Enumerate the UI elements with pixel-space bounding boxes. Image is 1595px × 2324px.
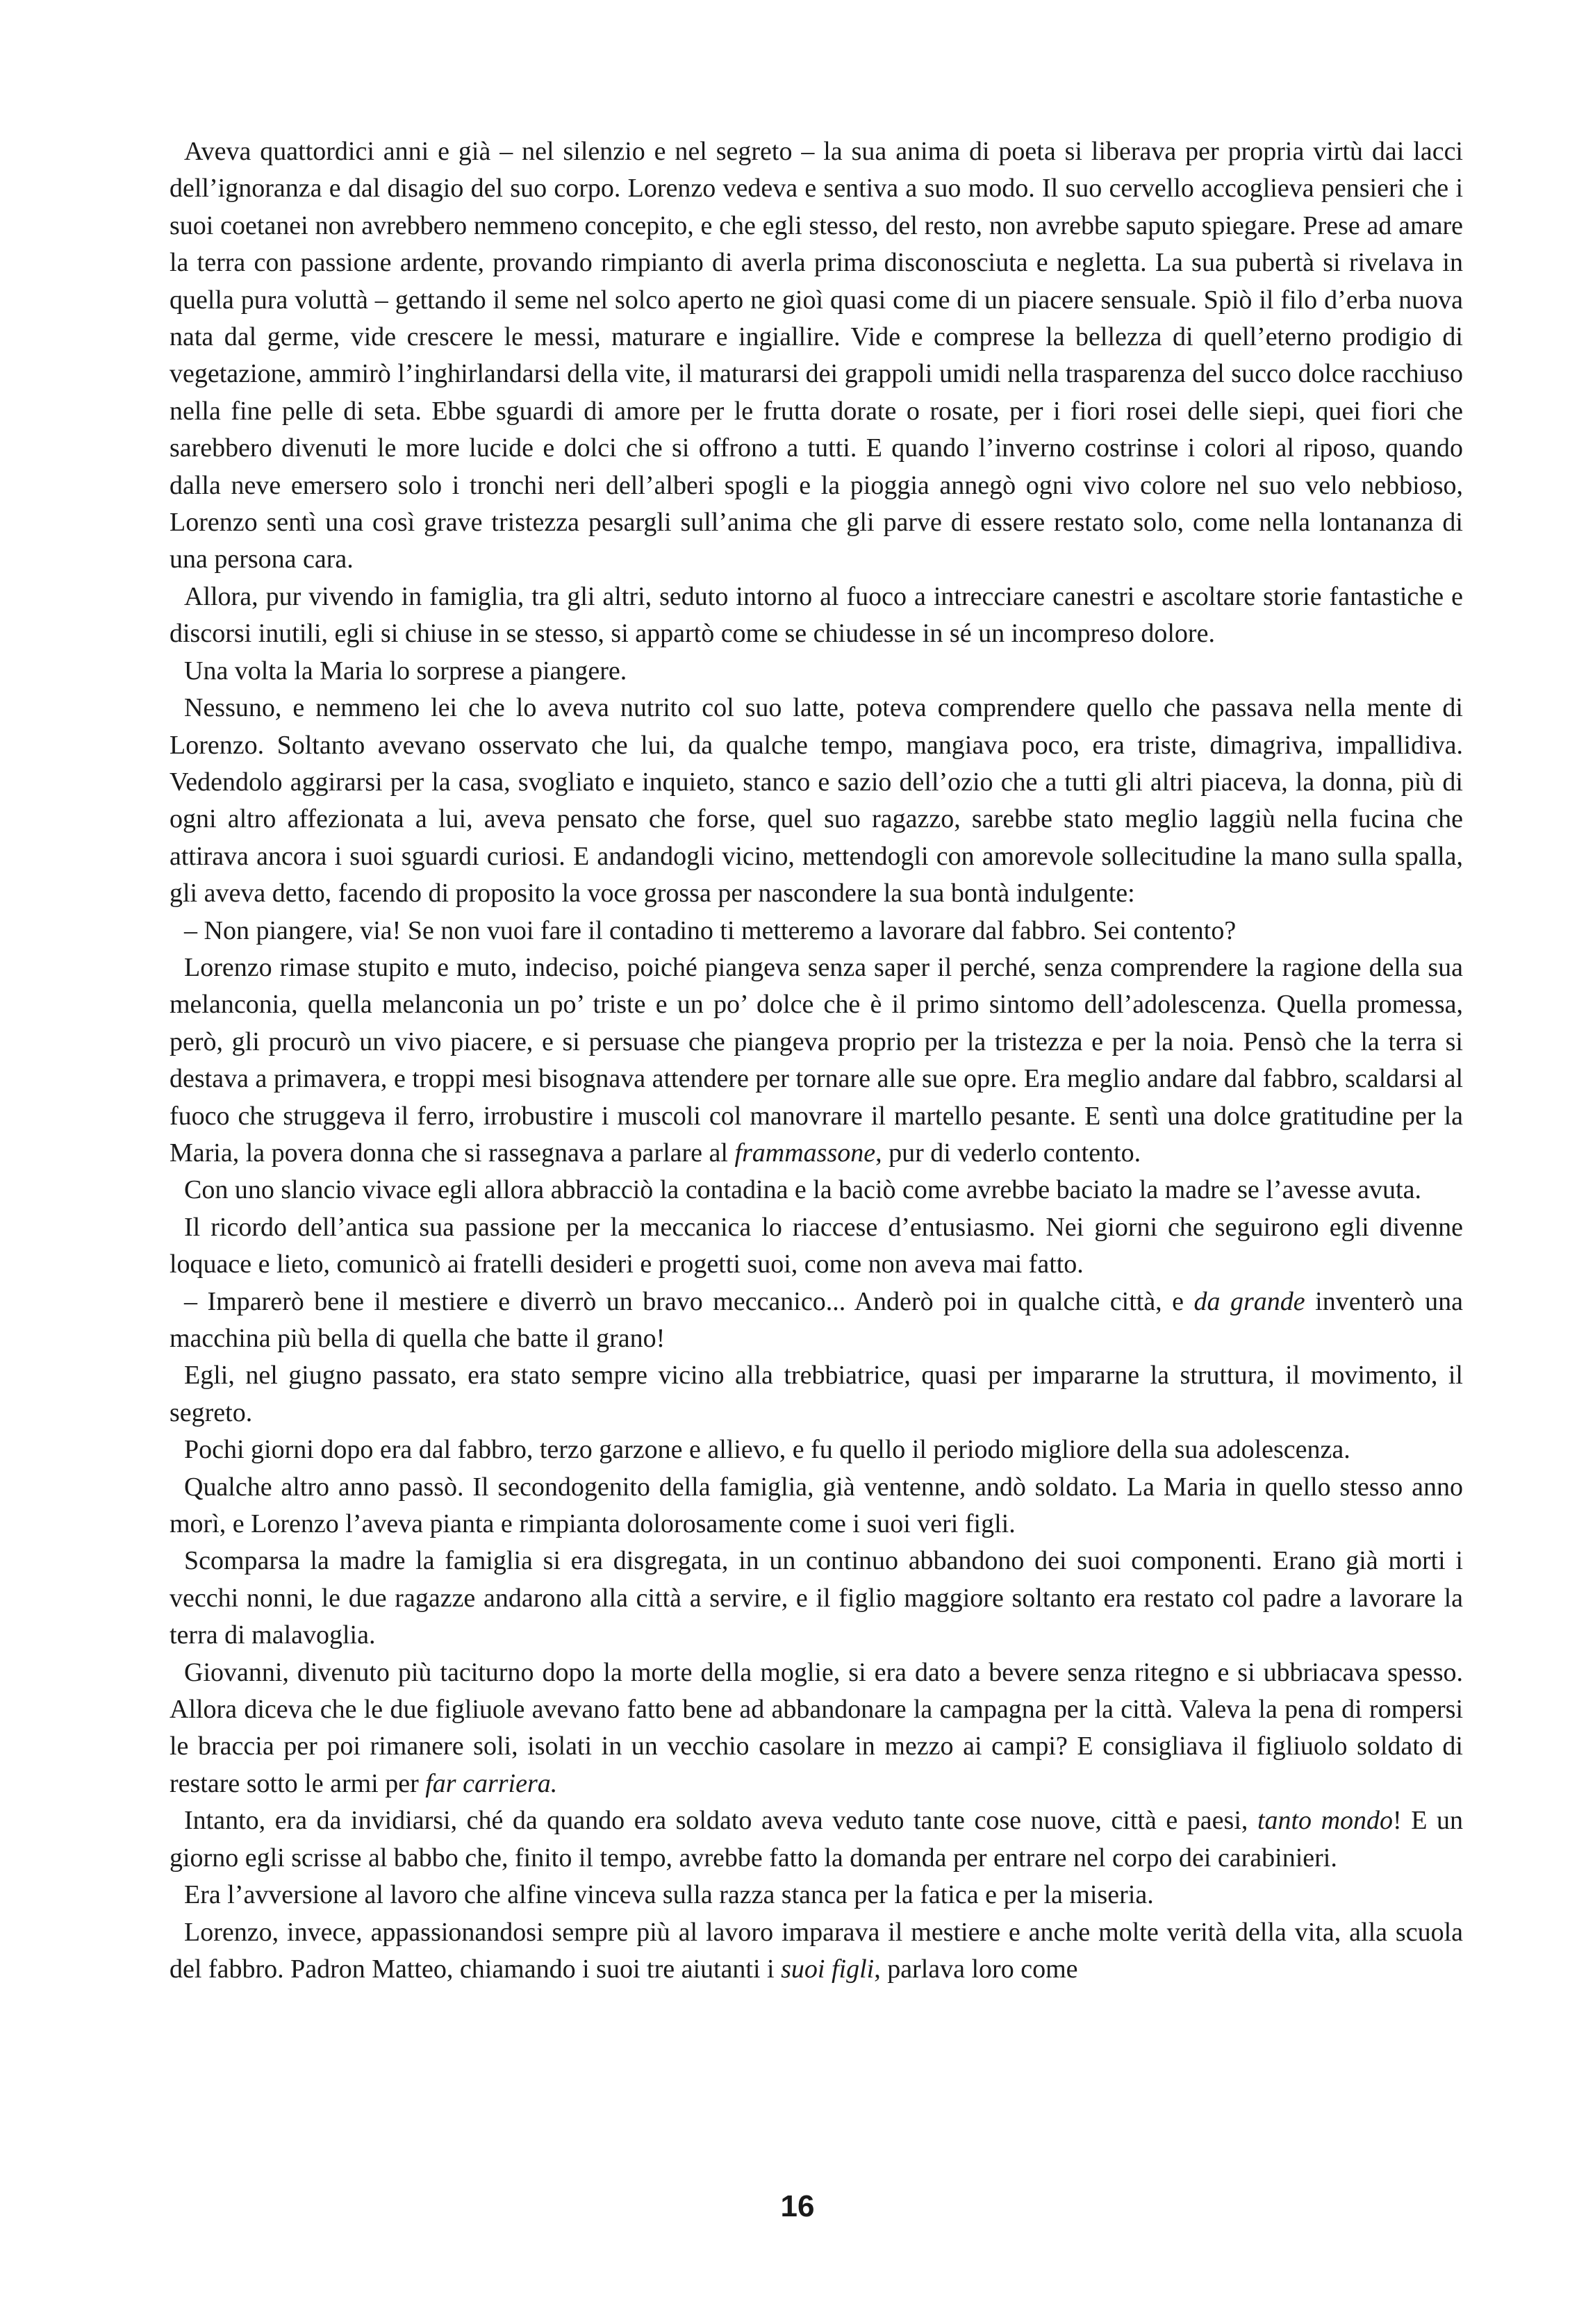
text-run: Egli, nel giugno passato, era stato sempre vicino alla trebbiatrice, quasi per impararne la struttura, il movimento, il segreto. xyxy=(170,1361,1463,1427)
paragraph xyxy=(170,1914,1463,1989)
italic-text: far carriera. xyxy=(425,1768,558,1798)
text-run: ! E un giorno egli scrisse al babbo che, finito il tempo, avrebbe fatto la domanda per entrare nel corpo dei carabinieri. xyxy=(170,1806,1464,1873)
text-run: , pur di vederlo contento. xyxy=(875,1138,1141,1168)
paragraph xyxy=(170,1284,1463,1358)
text-run: Intanto, era da invidiarsi, ché da quando era soldato aveva veduto tante cose nuove, città e paesi, xyxy=(184,1806,1257,1836)
paragraph xyxy=(170,949,1463,1172)
text-run: Il ricordo dell’antica sua passione per la meccanica lo riaccese d’entusiasmo. Nei giorni che seguirono egli divenne loquace e lieto, comunicò ai fratelli desideri e progetti suoi, come non aveva mai fatto. xyxy=(170,1212,1463,1279)
text-run: Con uno slancio vivace egli allora abbracciò la contadina e la baciò come avrebbe baciato la madre se l’avesse avuta. xyxy=(184,1175,1421,1205)
paragraph xyxy=(170,1802,1463,1877)
text-run: – Imparerò bene il mestiere e diverrò un bravo meccanico... Anderò poi in qualche città, e xyxy=(184,1286,1194,1316)
paragraph xyxy=(170,913,1463,949)
page-number: 16 xyxy=(780,2189,815,2223)
paragraph xyxy=(170,653,1463,690)
italic-text: frammassone xyxy=(734,1138,876,1168)
paragraph xyxy=(170,1469,1463,1543)
text-run: Nessuno, e nemmeno lei che lo aveva nutrito col suo latte, poteva comprendere quello che passava nella mente di Lorenzo. Soltanto avevano osservato che lui, da qualche tempo, mangiava poco, era triste, dimagriva, impallidiva. Vedendolo aggirarsi per la casa, svogliato e inquieto, stanco e sazio dell’ozio che a tutti gli altri piaceva, la donna, più di ogni altro affezionata a lui, aveva pensato che forse, quel suo ragazzo, sarebbe stato meglio laggiù nella fucina che attirava ancora i suoi sguardi curiosi. E andandogli vicino, mettendogli con amorevole sollecitudine la mano sulla spalla, gli aveva detto, facendo di proposito la voce grossa per nascondere la sua bontà indulgente: xyxy=(170,693,1463,908)
paragraph xyxy=(170,1209,1463,1284)
text-run: Pochi giorni dopo era dal fabbro, terzo garzone e allievo, e fu quello il periodo migliore della sua adolescenza. xyxy=(184,1435,1350,1465)
text-run: Era l’avversione al lavoro che alfine vinceva sulla razza stanca per la fatica e per la miseria. xyxy=(184,1880,1154,1910)
text-run: – Non piangere, via! Se non vuoi fare il contadino ti metteremo a lavorare dal fabbro. Sei contento? xyxy=(184,915,1237,945)
text-run: Qualche altro anno passò. Il secondogenito della famiglia, già ventenne, andò soldato. La Maria in quello stesso anno morì, e Lorenzo l’aveva pianta e rimpianta dolorosamente come i suoi veri figli. xyxy=(170,1472,1463,1539)
paragraph xyxy=(170,579,1463,653)
text-run: Una volta la Maria lo sorprese a piangere. xyxy=(184,656,627,686)
paragraph xyxy=(170,1654,1463,1803)
paragraph xyxy=(170,690,1463,912)
paragraph xyxy=(170,1877,1463,1914)
text-run: , parlava loro come xyxy=(874,1954,1078,1984)
italic-text: tanto mondo xyxy=(1257,1806,1394,1836)
paragraph xyxy=(170,1172,1463,1209)
paragraph xyxy=(170,1543,1463,1654)
text-run: Aveva quattordici anni e già – nel silenzio e nel segreto – la sua anima di poeta si liberava per propria virtù dai lacci dell’ignoranza e dal disagio del suo corpo. Lorenzo vedeva e sentiva a suo modo. Il suo cervello accoglieva pensieri che i suoi coetanei non avrebbero nemmeno concepito, e che egli stesso, del resto, non avrebbe saputo spiegare. Prese ad amare la terra con passione ardente, provando rimpianto di averla prima disconosciuta e negletta. La sua pubertà si rivelava in quella pura voluttà – gettando il seme nel solco aperto ne gioì quasi come di un piacere sensuale. Spiò il filo d’erba nuova nata dal germe, vide crescere le messi, maturare e ingiallire. Vide e comprese la bellezza di quell’eterno prodigio di vegetazione, ammirò l’inghirlandarsi della vite, il maturarsi dei grappoli umidi nella trasparenza del succo dolce racchiuso nella fine pelle di seta. Ebbe sguardi di amore per le frutta dorate o rosate, per i fiori rosei delle siepi, quei fiori che sarebbero divenuti le more lucide e dolci che si offrono a tutti. E quando l’inverno costrinse i colori al riposo, quando dalla neve emersero solo i tronchi neri dell’alberi spogli e la pioggia annegò ogni vivo colore nel suo velo nebbioso, Lorenzo sentì una così grave tristezza pesargli sull’anima che gli parve di essere restato solo, come nella lontananza di una persona cara. xyxy=(170,137,1463,574)
body-text xyxy=(170,133,1463,1988)
italic-text: da grande xyxy=(1193,1286,1305,1316)
text-run: inventerò una macchina più bella di quella che batte il grano! xyxy=(170,1286,1463,1353)
text-run: Lorenzo rimase stupito e muto, indeciso, poiché piangeva senza saper il perché, senza comprendere la ragione della sua melanconia, quella melanconia un po’ triste e un po’ dolce che è il primo sintomo dell’adolescenza. Quella promessa, però, gli procurò un vivo piacere, e si persuase che piangeva proprio per la tristezza e per la noia. Pensò che la terra si destava a primavera, e troppi mesi bisognava attendere per tornare alle sue opre. Era meglio andare dal fabbro, scaldarsi al fuoco che struggeva il ferro, irrobustire i muscoli col manovrare il martello pesante. E sentì una dolce gratitudine per la Maria, la povera donna che si rassegnava a parlare al xyxy=(170,952,1463,1168)
text-run: Scomparsa la madre la famiglia si era disgregata, in un continuo abbandono dei suoi componenti. Erano già morti i vecchi nonni, le due ragazze andarono alla città a servire, e il figlio maggiore soltanto era restato col padre a lavorare la terra di malavoglia. xyxy=(170,1546,1463,1650)
paragraph xyxy=(170,133,1463,579)
text-run: Lorenzo, invece, appassionandosi sempre più al lavoro imparava il mestiere e anche molte verità della vita, alla scuola del fabbro. Padron Matteo, chiamando i suoi tre aiutanti i xyxy=(170,1917,1463,1984)
text-run: Allora, pur vivendo in famiglia, tra gli altri, seduto intorno al fuoco a intrecciare canestri e ascoltare storie fantastiche e discorsi inutili, egli si chiuse in se stesso, si appartò come se chiudesse in sé un incompreso dolore. xyxy=(170,581,1463,649)
paragraph xyxy=(170,1431,1463,1468)
text-run: Giovanni, divenuto più taciturno dopo la morte della moglie, si era dato a bevere senza ritegno e si ubbriacava spesso. Allora diceva che le due figliuole avevano fatto bene ad abbandonare la campagna per la città. Valeva la pena di rompersi le braccia per poi rimanere soli, isolati in un vecchio casolare in mezzo ai campi? E consigliava il figliuolo soldato di restare sotto le armi per xyxy=(170,1657,1463,1798)
italic-text: suoi figli xyxy=(781,1954,875,1984)
paragraph xyxy=(170,1357,1463,1431)
